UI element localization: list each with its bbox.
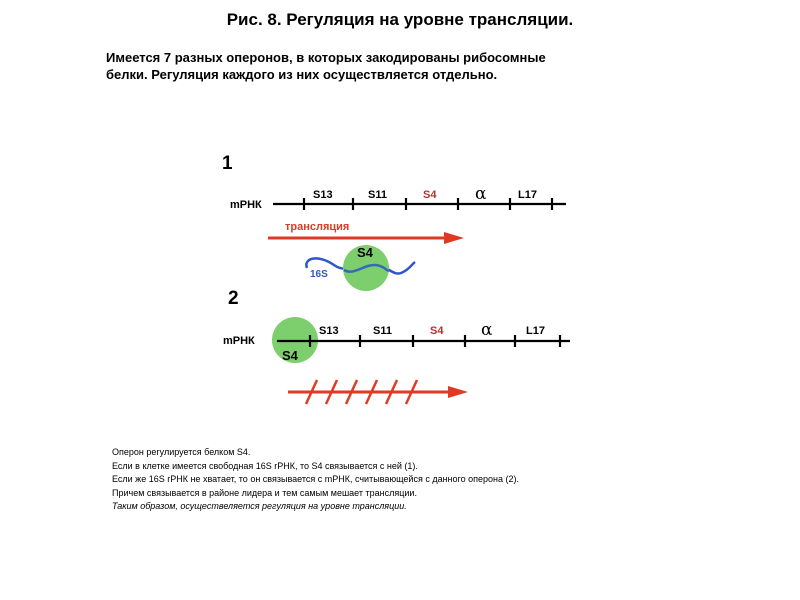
gene-label-s4: S4: [423, 189, 437, 201]
translation-arrow: [268, 232, 464, 244]
translation-label: трансляция: [285, 221, 350, 233]
note-line: Оперон регулируется белком S4.: [112, 447, 251, 457]
blocked-translation-arrow: [288, 380, 468, 404]
gene-label-s11: S11: [373, 325, 392, 337]
panel-1-mrna-label: mРНК: [230, 199, 262, 211]
s4-protein-bound-label: S4: [282, 348, 298, 363]
panel-2-mrna-label: mРНК: [223, 335, 255, 347]
note-line: Причем связывается в районе лидера и тем самым мешает трансляции.: [112, 487, 417, 498]
panel-2-number: 2: [228, 288, 239, 309]
16s-label: 16S: [310, 269, 328, 280]
figure-title: Рис. 8. Регуляция на уровне трансляции.: [226, 10, 574, 29]
explanation-notes: [112, 446, 712, 514]
gene-label-s13: S13: [319, 325, 339, 337]
gene-label-l17: L17: [526, 325, 545, 337]
note-conclusion: Таким образом, осуществеляется регуляция на уровне трансляции.: [112, 501, 407, 512]
gene-label-l17: L17: [518, 189, 537, 201]
intro-line: Имеется 7 разных оперонов, в которых закодированы рибосомные: [106, 50, 546, 65]
s4-protein-label: S4: [357, 245, 373, 260]
note-line: Если в клетке имеется свободная 16S rРНК, то S4 связывается с ней (1).: [112, 460, 418, 471]
intro-line: белки. Регуляция каждого из них осуществляется отдельно.: [106, 67, 498, 82]
gene-label-s11: S11: [368, 189, 387, 201]
gene-label-s4: S4: [430, 325, 444, 337]
gene-label-alpha: α: [475, 184, 487, 204]
panel-1-number: 1: [222, 153, 233, 174]
gene-label-alpha: α: [481, 320, 493, 340]
gene-label-s13: S13: [313, 189, 333, 201]
note-line: Если же 16S rРНК не хватает, то он связывается с mРНК, считывающейся с данного оперона (2).: [112, 474, 519, 485]
